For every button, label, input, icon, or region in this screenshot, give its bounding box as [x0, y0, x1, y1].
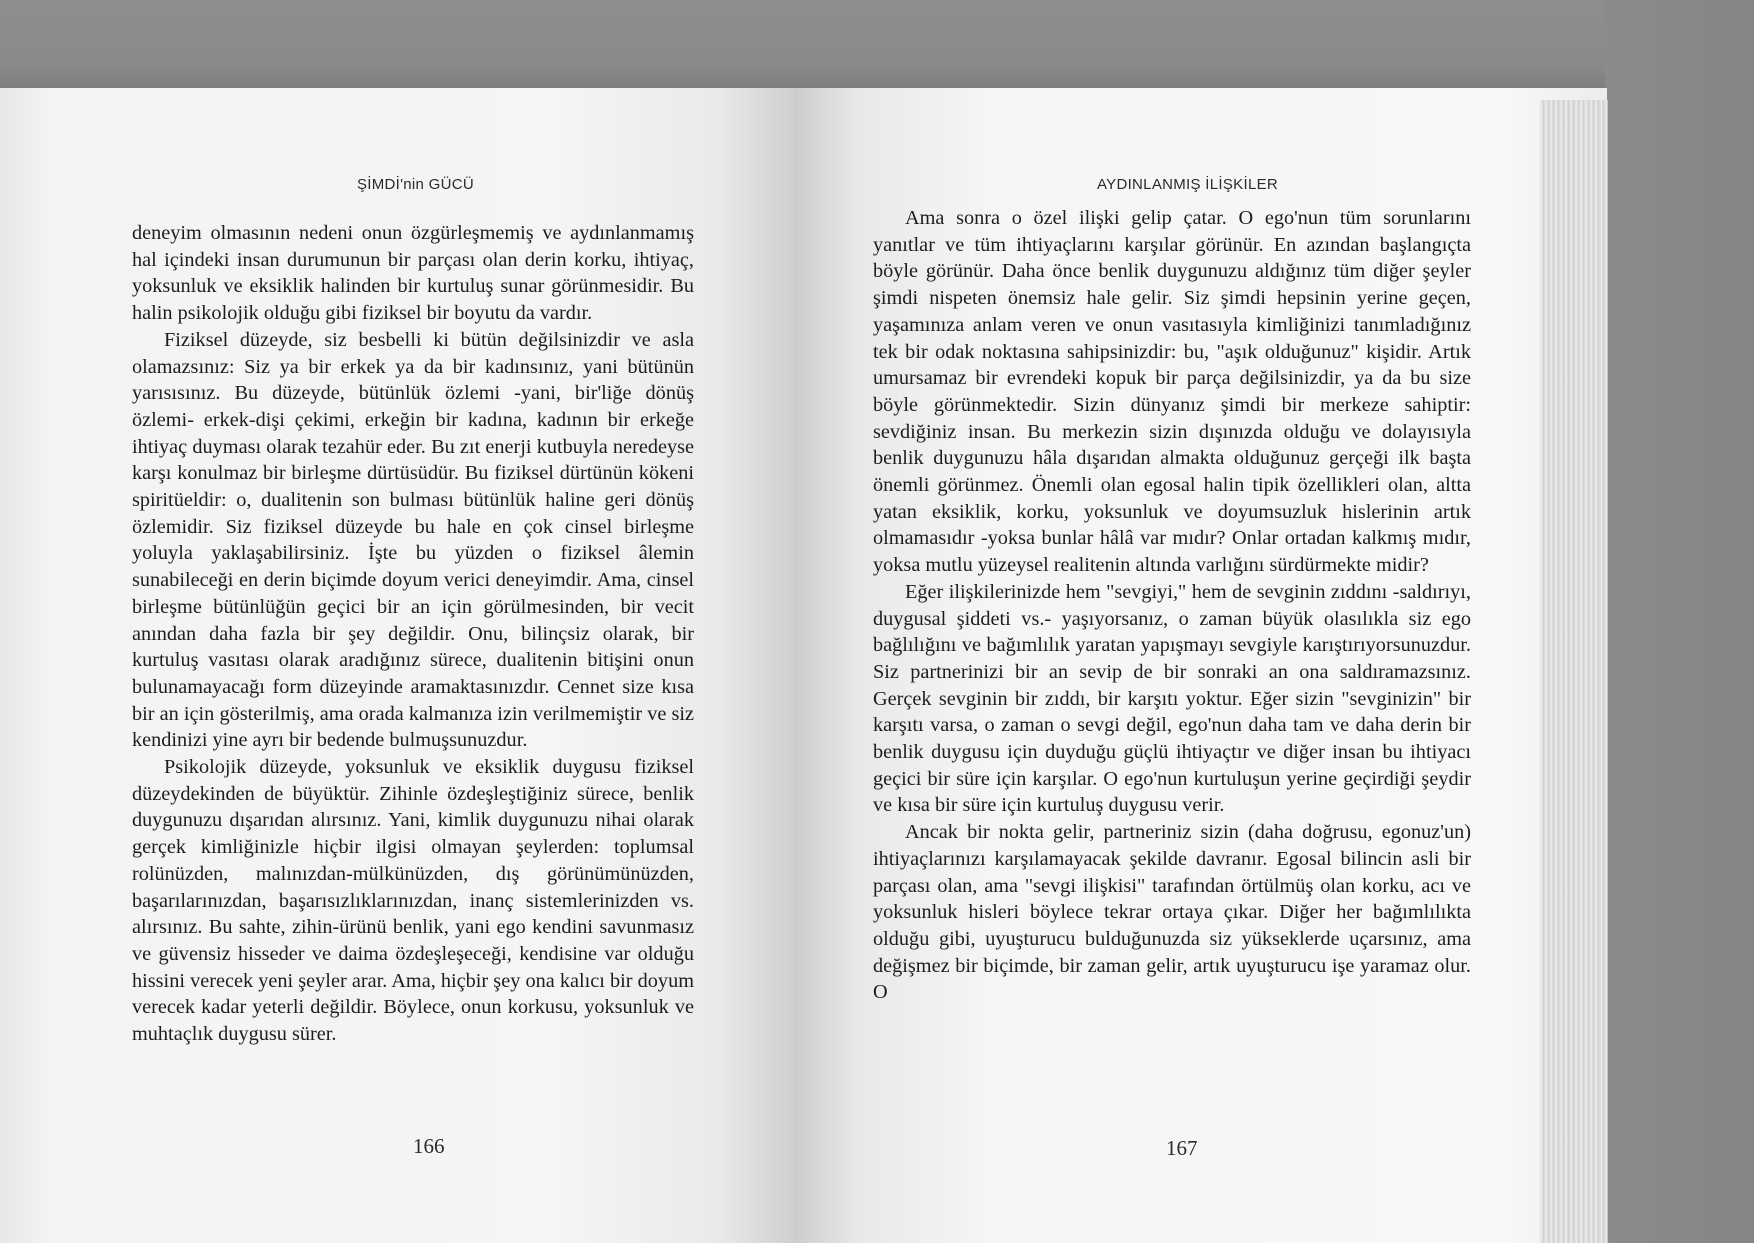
left-running-head: ŞİMDİ'nin GÜCÜ: [356, 176, 475, 193]
scanner-background-top: [0, 0, 1754, 92]
left-page-text: [132, 220, 694, 1048]
right-page-text: [873, 205, 1471, 1006]
right-page: [795, 88, 1607, 1243]
scanner-background-right: [1605, 0, 1754, 1243]
right-paragraph-1: Ama sonra o özel ilişki gelip çatar. O ego'nun tüm sorunlarını yanıtlar ve tüm ihtiyaçlarını karşılar görünür. En azından başlangıçta böyle görünür. Daha önce benlik duygunuzu aldığınız tüm diğer şeyler şimdi nispeten önemsiz hale gelir. Siz şimdi hepsinin yerine geçen, yaşamınıza anlam veren ve onun vasıtasıyla kimliğinizi tanımladığınız tek bir odak noktasına sahipsinizdir: bu, "aşık olduğunuz" kişidir. Artık umursamaz bir evrendeki kopuk bir parça değilsinizdir, ya da bu size böyle görünmektedir. Sizin dünyanız şimdi bir merkeze sahiptir: sevdiğiniz insan. Bu merkezin sizin dışınızda olduğu ve dolayısıyla benlik duygunuzu hâla dışarıdan almakta olduğunuz gerçeği ilk başta önemli görünmez. Önemli olan egosal halin tipik özellikleri olan, altta yatan eksiklik, korku, yoksunluk ve doyumsuzluk hislerinin artık olmamasıdır -yoksa bunlar hâlâ var mıdır? Onlar ortadan kalkmış mıdır, yoksa mutlu yüzeysel realitenin altında varlığını sürdürmekte midir?: [873, 207, 1471, 577]
left-paragraph-3: Psikolojik düzeyde, yoksunluk ve eksiklik duygusu fiziksel düzeydekinden de büyüktür. Zihinle özdeşleştiğiniz sürece, benlik duygunuzu dışarıdan alırsınız. Yani, kimlik duygunuzu nihai olarak gerçek kimliğinizle hiçbir ilgisi olmayan şeylerden: toplumsal rolünüzden, malınızdan-mülkünüzden, dış görünümünüzden, başarılarınızdan, başarısızlıklarınızdan, inanç sistemlerinizden vs. alırsınız. Bu sahte, zihin-ürünü benlik, yani ego kendini savunmasız ve güvensiz hisseder ve daima özdeşleşeceği, kendisine var olduğu hissini verecek yeni şeyler arar. Ama, hiçbir şey ona kalıcı bir doyum verecek kadar yeterli değildir. Böylece, onun korkusu, yoksunluk ve muhtaçlık duygusu sürer.: [132, 756, 694, 1046]
left-page-number: 166: [413, 1134, 445, 1158]
right-paragraph-2: Eğer ilişkilerinizde hem "sevgiyi," hem de sevginin zıddını -saldırıyı, duygusal şiddeti vs.- yaşıyorsanız, o zaman büyük olasılıkla siz ego bağlılığını ve bağımlılık yaratan yapışmayı sevgiyle karıştırıyorsunuzdur. Siz partnerinizi bir an sevip de bir sonraki an ona saldıramazsınız. Gerçek sevginin bir zıddı, bir karşıtı yoktur. Eğer sizin "sevginizin" bir karşıtı varsa, o zaman o sevgi değil, ego'nun daha tam ve daha derin bir benlik duygusu için duyduğu güçlü ihtiyaçtır ve diğer insan bu ihtiyacı geçici bir süre için karşılar. O ego'nun kurtuluşun yerine geçirdiği şeydir ve kısa bir süre için kurtuluş duygusu verir.: [873, 580, 1471, 817]
left-page: [0, 88, 795, 1243]
right-paragraph-3: Ancak bir nokta gelir, partneriniz sizin (daha doğrusu, egonuz'un) ihtiyaçlarınızı karşılamayacak şekilde davranır. Egosal bilincin asli bir parçası olan, ama "sevgi ilişkisi" tarafından örtülmüş olan korku, acı ve yoksunluk hisleri böylece tekrar ortaya çıkar. Diğer her bağımlılıkta olduğu gibi, uyuşturucu bulduğunuzda siz yükseklerde uçarsınız, ama değişmez bir biçimde, bir zaman gelir, artık uyuşturucu işe yaramaz olur. O: [873, 821, 1471, 1004]
book-page-edges: [1540, 100, 1608, 1243]
right-page-number: 167: [1166, 1136, 1198, 1160]
right-running-head: AYDINLANMIŞ İLİŞKİLER: [1096, 176, 1279, 193]
left-paragraph-1: deneyim olmasının nedeni onun özgürleşmemiş ve aydınlanmamış hal içindeki insan durumunun bir parçası olan derin korku, ihtiyaç, yoksunluk ve eksiklik halinden bir kurtuluş sunar görünmesidir. Bu halin psikolojik olduğu gibi fiziksel bir boyutu da vardır.: [132, 222, 694, 325]
left-paragraph-2: Fiziksel düzeyde, siz besbelli ki bütün değilsinizdir ve asla olamazsınız: Siz ya bir erkek ya da bir kadınsınız, yani bütünün yarısısınız. Bu düzeyde, bütünlük özlemi -yani, bir'liğe dönüş özlemi- erkek-dişi çekimi, erkeğin bir kadına, kadının bir erkeğe ihtiyaç duyması olarak tezahür eder. Bu zıt enerji kutbuyla neredeyse karşı konulmaz bir birleşme dürtüsüdür. Bu fiziksel dürtünün kökeni spiritüeldir: o, dualitenin son bulması bütünlük haline geri dönüş özlemidir. Siz fiziksel düzeyde bu hale en çok cinsel birleşme yoluyla yaklaşabilirsiniz. İşte bu yüzden o fiziksel âlemin sunabileceği en derin biçimde doyum verici deneyimdir. Ama, cinsel birleşme bütünlüğün geçici bir an için görülmesinden, bir vecit anından daha fazla bir şey değildir. Onu, bilinçsiz olarak, bir kurtuluş vasıtası olarak aradığınız sürece, dualitenin bitişini onun bulunamayacağı form düzeyinde aramaktasınızdır. Cennet size kısa bir an için gösterilmiş, ama orada kalmanıza izin verilmemiştir ve siz kendinizi yine ayrı bir bedende bulmuşsunuzdur.: [132, 328, 694, 752]
